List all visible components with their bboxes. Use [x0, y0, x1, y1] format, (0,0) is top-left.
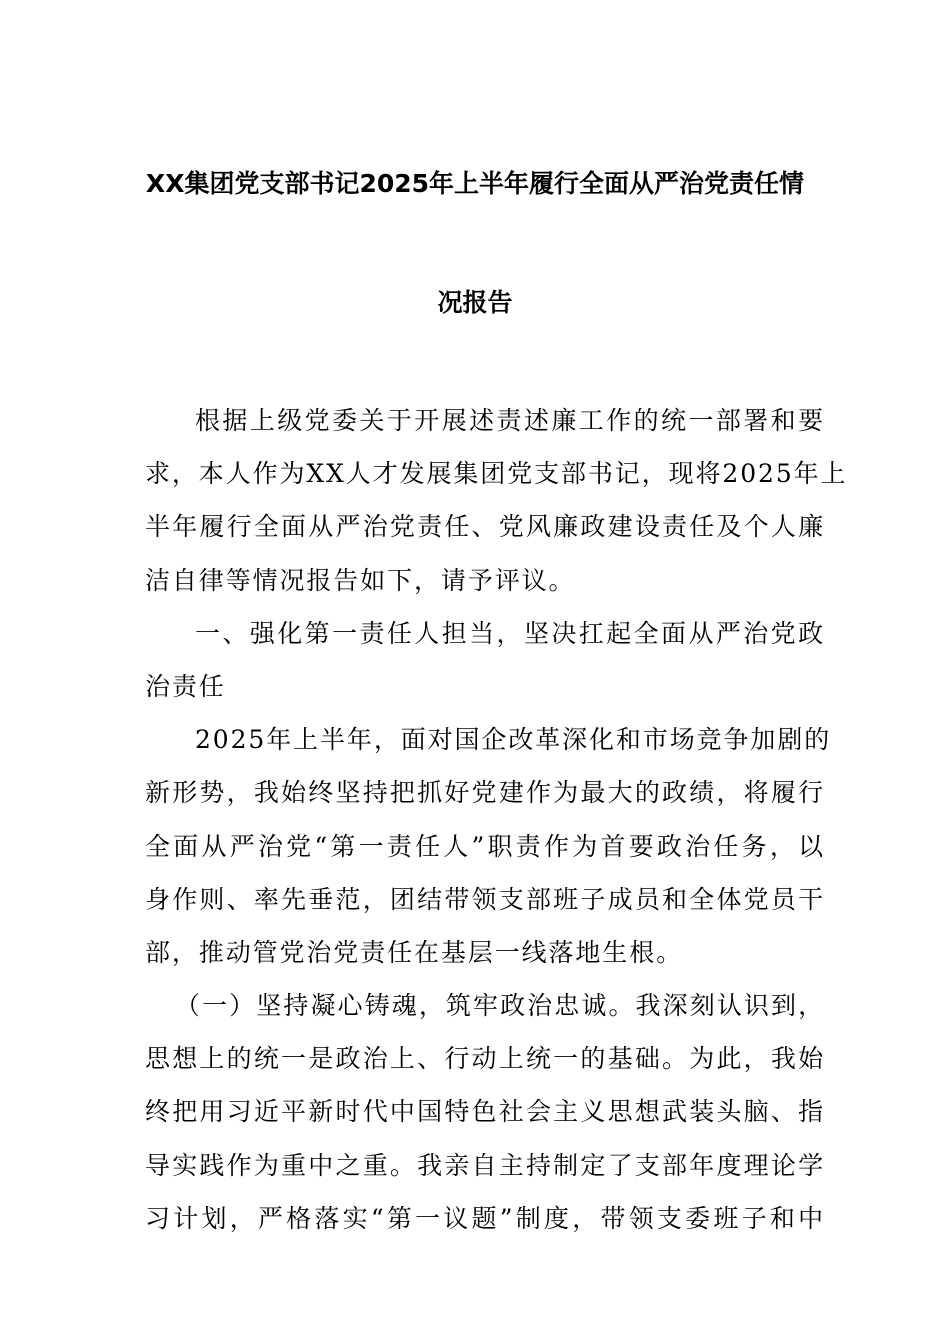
- document-body: [145, 394, 848, 1245]
- paragraph-line: 习计划，严格落实“第一议题”制度，带领支委班子和中: [145, 1203, 825, 1233]
- paragraph-line: 部，推动管党治党责任在基层一线落地生根。: [145, 937, 684, 967]
- paragraph-line: （一）坚持凝心铸魂，筑牢政治忠诚。我深刻认识到，: [175, 991, 825, 1021]
- paragraph-line: 2025年上半年，面对国企改革深化和市场竞争加剧的: [195, 725, 832, 755]
- paragraph-line: 洁自律等情况报告如下，请予评议。: [145, 565, 576, 595]
- paragraph-line: 全面从严治党“第一责任人”职责作为首要政治任务，以: [145, 831, 825, 861]
- paragraph-line: 导实践作为重中之重。我亲自主持制定了支部年度理论学: [145, 1150, 825, 1180]
- paragraph-line: 思想上的统一是政治上、行动上统一的基础。为此，我始: [145, 1044, 825, 1074]
- paragraph-line: 终把用习近平新时代中国特色社会主义思想武装头脑、指: [145, 1097, 825, 1127]
- paragraph-line: 新形势，我始终坚持把抓好党建作为最大的政绩，将履行: [145, 778, 825, 808]
- paragraph-line: 半年履行全面从严治党责任、党风廉政建设责任及个人廉: [145, 512, 825, 542]
- document-title-line-1: XX集团党支部书记2025年上半年履行全面从严治党责任情: [145, 169, 805, 198]
- section-heading-line: 治责任: [145, 671, 226, 701]
- paragraph-line: 身作则、率先垂范，团结带领支部班子成员和全体党员干: [145, 884, 825, 914]
- paragraph-line: 求，本人作为XX人才发展集团党支部书记，现将2025年上: [145, 459, 848, 489]
- paragraph-line: 根据上级党委关于开展述责述廉工作的统一部署和要: [195, 406, 825, 435]
- section-heading-line: 一、强化第一责任人担当，坚决扛起全面从严治党政: [195, 618, 825, 648]
- document-title-line-2: 况报告: [437, 288, 513, 317]
